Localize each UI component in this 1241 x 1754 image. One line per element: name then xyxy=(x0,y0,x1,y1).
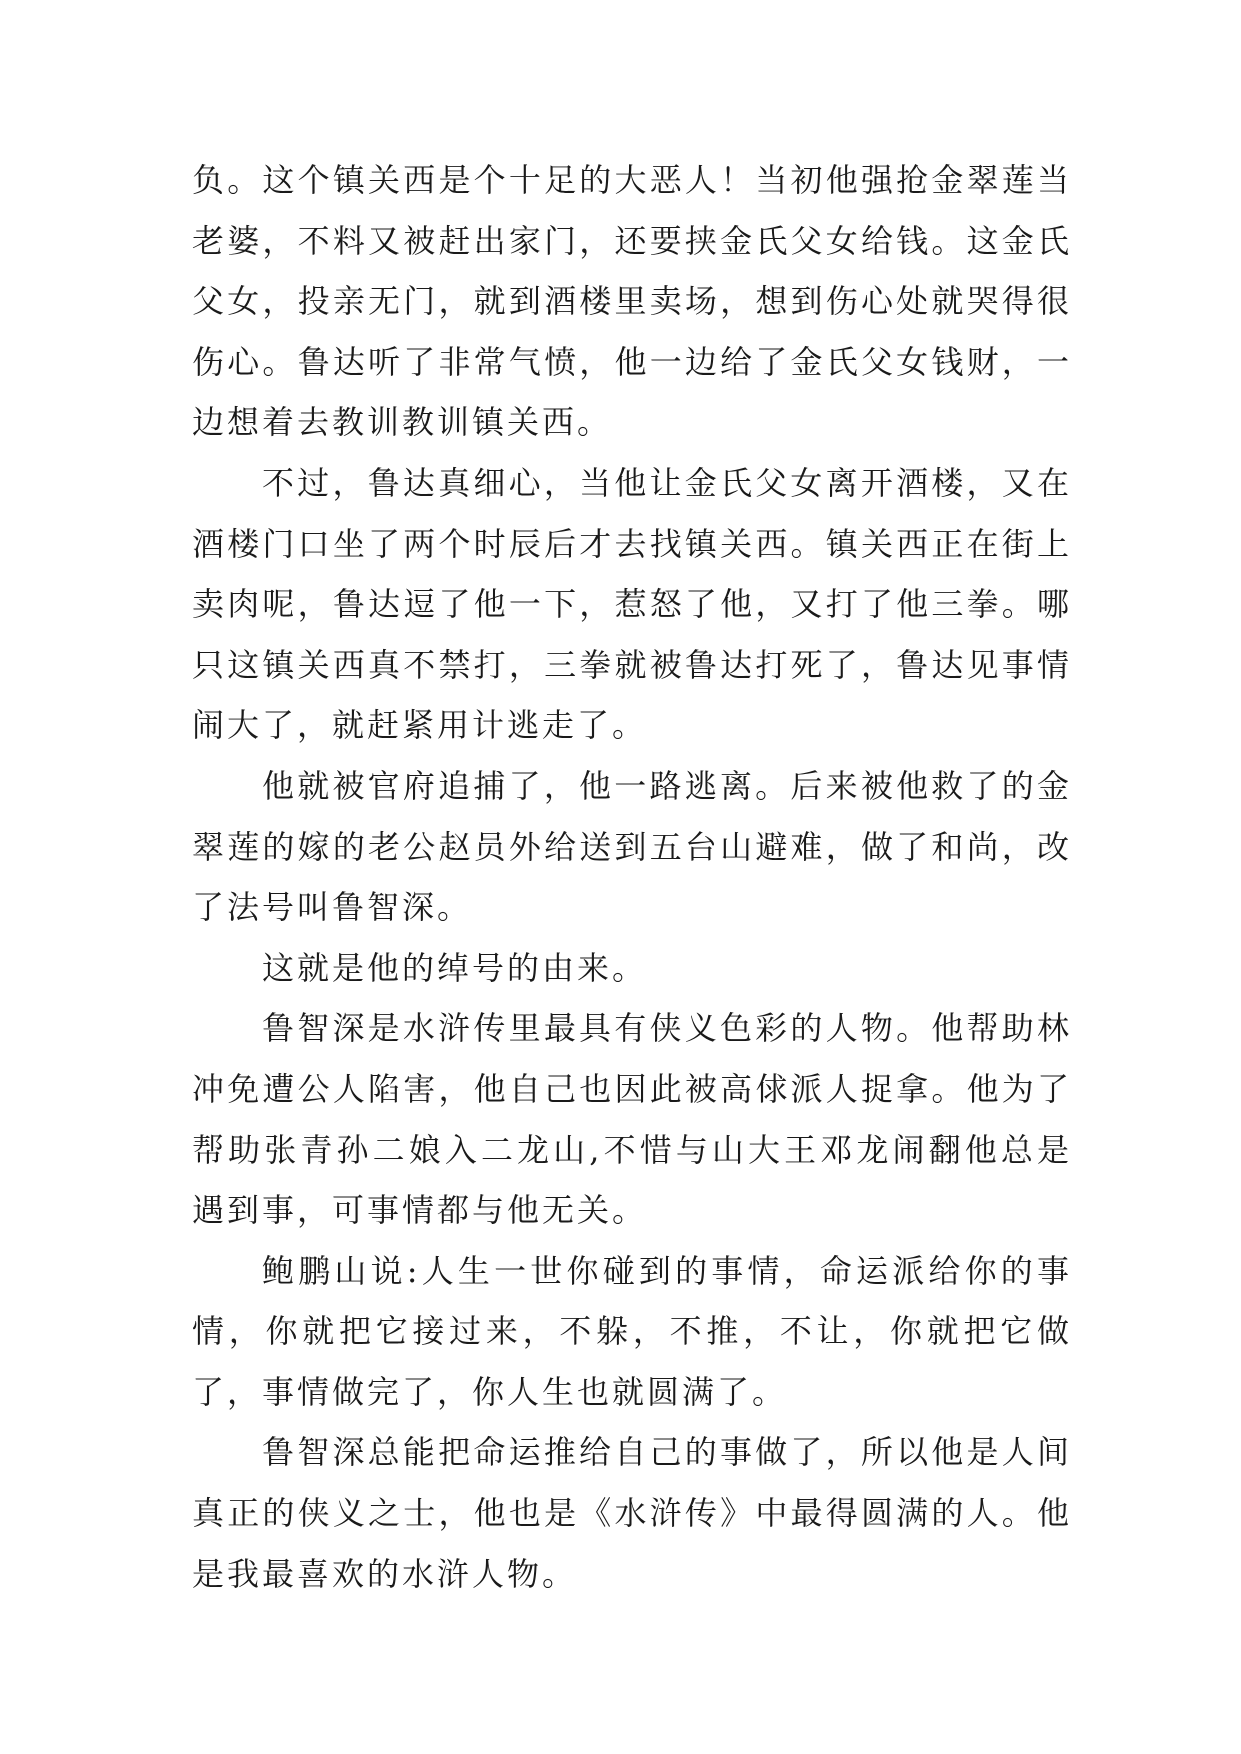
paragraph: 鲁智深是水浒传里最具有侠义色彩的人物。他帮助林冲免遭公人陷害，他自己也因此被高俅派人捉拿。他为了帮助张青孙二娘入二龙山,不惜与山大王邓龙闹翻他总是遇到事，可事情都与他无关。 xyxy=(192,1009,1072,1230)
paragraph: 不过，鲁达真细心，当他让金氏父女离开酒楼，又在酒楼门口坐了两个时辰后才去找镇关西。镇关西正在街上卖肉呢，鲁达逗了他一下，惹怒了他，又打了他三拳。哪只这镇关西真不禁打，三拳就被鲁达打死了，鲁达见事情闹大了，就赶紧用计逃走了。 xyxy=(192,463,1072,745)
paragraph: 他就被官府追捕了，他一路逃离。后来被他救了的金翠莲的嫁的老公赵员外给送到五台山避难，做了和尚，改了法号叫鲁智深。 xyxy=(192,766,1072,927)
paragraph: 鲁智深总能把命运推给自己的事做了，所以他是人间真正的侠义之士，他也是《水浒传》中最得圆满的人。他是我最喜欢的水浒人物。 xyxy=(192,1433,1072,1593)
document-body xyxy=(192,150,1072,1604)
paragraph: 这就是他的绰号的由来。 xyxy=(262,948,648,987)
paragraph: 负。这个镇关西是个十足的大恶人！当初他强抢金翠莲当老婆，不料又被赶出家门，还要挟金氏父女给钱。这金氏父女，投亲无门，就到酒楼里卖场，想到伤心处就哭得很伤心。鲁达听了非常气愤，他一边给了金氏父女钱财，一边想着去教训教训镇关西。 xyxy=(192,161,1072,442)
paragraph: 鲍鹏山说:人生一世你碰到的事情，命运派给你的事情，你就把它接过来，不躲，不推，不让，你就把它做了，事情做完了，你人生也就圆满了。 xyxy=(192,1251,1072,1411)
